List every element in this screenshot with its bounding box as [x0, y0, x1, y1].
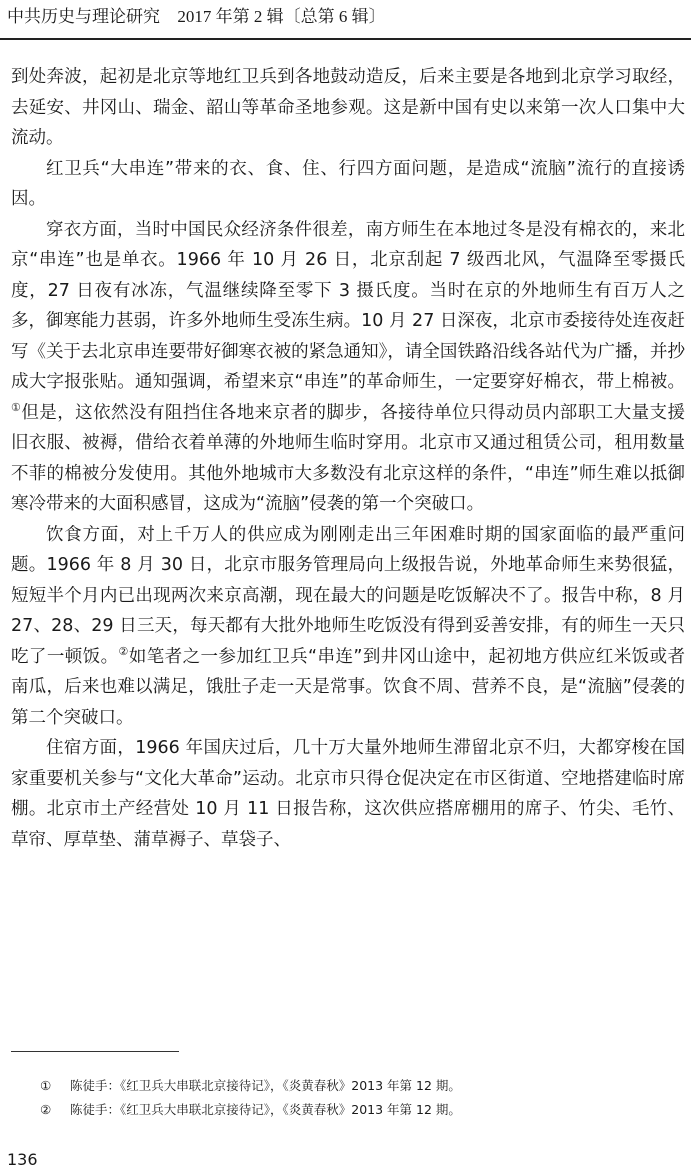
page-number: 136 [7, 1150, 38, 1169]
running-header [7, 6, 386, 28]
header-rule [0, 38, 691, 40]
footnote-text: 陈徒手：《红卫兵大串联北京接待记》，《炎黄春秋》2013 年第 12 期。 [70, 1102, 461, 1117]
footnote-1 [40, 1074, 461, 1098]
footnote-separator [11, 1051, 179, 1052]
paragraph-text: 红卫兵“大串连”带来的衣、食、住、行四方面问题，是造成“流脑”流行的直接诱因。 [11, 158, 685, 209]
paragraph-1 [11, 62, 685, 154]
issue-info: 2017 年第 2 辑〔总第 6 辑〕 [177, 7, 386, 26]
paragraph-2 [11, 154, 685, 215]
footnote-number: ② [40, 1102, 52, 1117]
footnote-number: ① [40, 1078, 52, 1093]
paragraph-text: 住宿方面，1966 年国庆过后，几十万大量外地师生滞留北京不归，大都穿梭在国家重要机关参与“文化大革命”运动。北京市只得仓促决定在市区街道、空地搭建临时席棚。北京市土产经营处 10 月 11 日报告称，这次供应搭席棚用的席子、竹尖、毛竹、草帘、厚草垫、蒲草褥子、草袋子、 [11, 738, 685, 850]
paragraph-5 [11, 733, 685, 855]
footnotes [40, 1074, 461, 1122]
paragraph-text-continued: 但是，这依然没有阻挡住各地来京者的脚步，各接待单位只得动员内部职工大量支援旧衣服、被褥，借给衣着单薄的外地师生临时穿用。北京市又通过租赁公司，租用数量不菲的棉被分发使用。其他外地城市大多数没有北京这样的条件，“串连”师生难以抵御寒冷带来的大面积感冒，这成为“流脑”侵袭的第一个突破口。 [11, 402, 685, 514]
footnote-ref-2[interactable]: ② [118, 645, 129, 658]
paragraph-text-continued: 如笔者之一参加红卫兵“串连”到井冈山途中，起初地方供应红米饭或者南瓜，后来也难以满足，饿肚子走一天是常事。饮食不周、营养不良，是“流脑”侵袭的第二个突破口。 [11, 646, 685, 728]
paragraph-text: 到处奔波，起初是北京等地红卫兵到各地鼓动造反，后来主要是各地到北京学习取经，去延安、井冈山、瑞金、韶山等革命圣地参观。这是新中国有史以来第一次人口集中大流动。 [11, 67, 685, 148]
paragraph-3 [11, 215, 685, 520]
paragraph-text: 穿衣方面，当时中国民众经济条件很差，南方师生在本地过冬是没有棉衣的，来北京“串连”也是单衣。1966 年 10 月 26 日，北京刮起 7 级西北风，气温降至零摄氏度，27 日夜有冰冻，气温继续降至零下 3 摄氏度。当时在京的外地师生有百万人之多，御寒能力甚弱，许多外地师生受冻生病。10 月 27 日深夜，北京市委接待处连夜赶写《关于去北京串连要带好御寒衣被的紧急通知》，请全国铁路沿线各站代为广播，并抄成大字报张贴。通知强调，希望来京“串连”的革命师生，一定要穿好棉衣，带上棉被。 [11, 219, 685, 392]
footnote-ref-1[interactable]: ① [11, 401, 22, 414]
journal-title: 中共历史与理论研究 [7, 7, 160, 27]
footnote-2 [40, 1098, 461, 1122]
footnote-text: 陈徒手：《红卫兵大串联北京接待记》，《炎黄春秋》2013 年第 12 期。 [70, 1078, 461, 1093]
article-body [11, 62, 685, 855]
paragraph-4 [11, 520, 685, 734]
paragraph-text: 饮食方面，对上千万人的供应成为刚刚走出三年困难时期的国家面临的最严重问题。1966 年 8 月 30 日，北京市服务管理局向上级报告说，外地革命师生来势很猛，短短半个月内已出现两次来京高潮，现在最大的问题是吃饭解决不了。报告中称，8 月 27、28、29 日三天，每天都有大批外地师生吃饭没有得到妥善安排，有的师生一天只吃了一顿饭。 [11, 524, 685, 667]
